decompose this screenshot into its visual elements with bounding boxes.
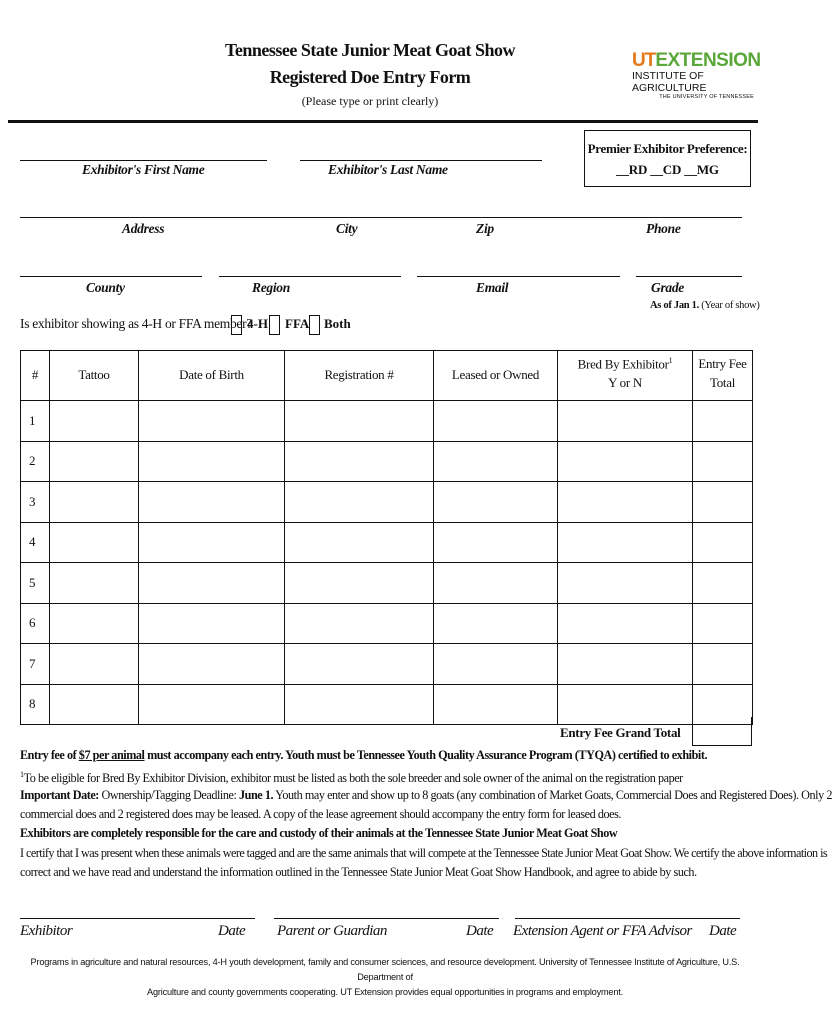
footnote-text: To be eligible for Bred By Exhibitor Division, exhibitor must be listed as both the sole breeder and sole owner of the animal on the registration paper	[23, 771, 683, 786]
fee-cell[interactable]	[693, 401, 753, 442]
table-row	[21, 441, 753, 482]
table-header-row	[21, 351, 753, 401]
checkbox-both-label: Both	[324, 316, 351, 331]
exhibitor-date-label: Date	[218, 923, 246, 939]
tattoo-cell[interactable]	[50, 482, 139, 523]
grade-note-bold: As of Jan 1.	[650, 300, 699, 311]
zip-label: Zip	[476, 221, 494, 236]
print-instruction: (Please type or print clearly)	[301, 94, 439, 108]
table-row	[21, 563, 753, 604]
row-number: 5	[21, 563, 50, 604]
checkbox-ffa-label: FFA	[285, 316, 310, 331]
responsibility-note: Exhibitors are completely responsible for the care and custody of their animals at the Tennessee State Junior Meat Goat Show	[20, 826, 618, 840]
entries-table	[20, 350, 753, 725]
grade-line[interactable]	[636, 276, 742, 277]
footer-disclaimer	[20, 955, 750, 1000]
table-row	[21, 684, 753, 725]
grand-total-box[interactable]	[692, 717, 752, 746]
tattoo-cell[interactable]	[50, 401, 139, 442]
fee-cell[interactable]	[693, 482, 753, 523]
region-line[interactable]	[219, 276, 401, 277]
logo-institute-text: INSTITUTE OF AGRICULTURE	[632, 70, 707, 94]
header-fee-line2: Total	[709, 374, 736, 390]
parent-signature-label: Parent or Guardian	[277, 923, 387, 939]
header-divider	[8, 120, 758, 123]
bred-cell[interactable]	[558, 684, 693, 725]
checkbox-4h-label: 4-H	[247, 316, 268, 331]
footnote	[20, 765, 683, 788]
first-name-line[interactable]	[20, 160, 267, 161]
header-bred-label: Bred By Exhibitor	[577, 356, 669, 372]
registration-cell[interactable]	[285, 563, 434, 604]
fee-cell[interactable]	[693, 563, 753, 604]
tattoo-cell[interactable]	[50, 441, 139, 482]
county-line[interactable]	[20, 276, 202, 277]
registration-cell[interactable]	[285, 401, 434, 442]
form-title: Tennessee State Junior Meat Goat Show	[224, 40, 515, 60]
phone-label: Phone	[646, 221, 681, 236]
leased-cell[interactable]	[434, 603, 558, 644]
header-registration: Registration #	[285, 351, 434, 401]
header-dob: Date of Birth	[139, 351, 285, 401]
premier-preference-box	[584, 130, 751, 187]
fee-cell[interactable]	[693, 644, 753, 685]
registration-cell[interactable]	[285, 482, 434, 523]
bred-cell[interactable]	[558, 441, 693, 482]
exhibitor-signature-label: Exhibitor	[20, 923, 73, 939]
agent-date-label: Date	[709, 923, 737, 939]
address-label: Address	[122, 221, 165, 236]
certify-line2: correct and we have read and understand the information outlined in the Tennessee State Junior Meat Goat Show Handbook, and agree to abide by such.	[20, 865, 697, 879]
bred-cell[interactable]	[558, 522, 693, 563]
premier-preference-options[interactable]: __RD __CD __MG	[616, 162, 719, 177]
checkbox-ffa[interactable]	[269, 315, 280, 335]
parent-date-label: Date	[466, 923, 494, 939]
header-fee	[693, 351, 753, 401]
header-bred	[558, 351, 693, 401]
email-label: Email	[476, 280, 509, 295]
important-post: Youth may enter and show up to 8 goats (any combination of Market Goats, Commercial Does and Registered Does). Only 2	[273, 788, 832, 802]
table-row	[21, 603, 753, 644]
first-name-label: Exhibitor's First Name	[82, 162, 205, 177]
tattoo-cell[interactable]	[50, 684, 139, 725]
dob-cell[interactable]	[139, 644, 285, 685]
certify-line1: I certify that I was present when these animals were tagged and are the same animals that will compete at the Tennessee State Junior Meat Goat Show. We certify the above information is	[20, 846, 828, 860]
fee-amount: $7 per animal	[78, 748, 145, 762]
agent-signature-line[interactable]	[515, 918, 740, 919]
registration-cell[interactable]	[285, 522, 434, 563]
row-number: 2	[21, 441, 50, 482]
fee-cell[interactable]	[693, 441, 753, 482]
fee-note-post: must accompany each entry. Youth must be Tennessee Youth Quality Assurance Program (TYQA) certified to exhibit.	[144, 748, 708, 762]
logo-university-text: THE UNIVERSITY OF TENNESSEE	[659, 94, 754, 100]
fee-cell[interactable]	[693, 522, 753, 563]
grade-label: Grade	[651, 280, 684, 295]
dob-cell[interactable]	[139, 522, 285, 563]
leased-cell[interactable]	[434, 563, 558, 604]
table-row	[21, 401, 753, 442]
important-date: June 1.	[239, 788, 274, 802]
premier-preference-title: Premier Exhibitor Preference:	[587, 141, 748, 156]
leased-cell[interactable]	[434, 441, 558, 482]
bred-cell[interactable]	[558, 603, 693, 644]
tattoo-cell[interactable]	[50, 563, 139, 604]
footnote-sup: 1	[20, 770, 24, 779]
important-label: Important Date:	[20, 788, 99, 802]
bred-cell[interactable]	[558, 401, 693, 442]
grand-total-label: Entry Fee Grand Total	[560, 725, 681, 740]
ut-extension-logo	[632, 50, 761, 100]
footer-line2: Agriculture and county governments cooperating. UT Extension provides equal opportunities in programs and employment.	[147, 987, 623, 997]
last-name-line[interactable]	[300, 160, 542, 161]
form-subtitle: Registered Doe Entry Form	[269, 67, 471, 87]
important-date-note	[20, 786, 832, 805]
registration-cell[interactable]	[285, 603, 434, 644]
row-number: 1	[21, 401, 50, 442]
checkbox-4h[interactable]	[231, 315, 242, 335]
parent-signature-line[interactable]	[274, 918, 499, 919]
fee-cell[interactable]	[693, 603, 753, 644]
grade-note-rest: (Year of show)	[698, 300, 760, 311]
footer-line1: Programs in agriculture and natural resources, 4-H youth development, family and consumer sciences, and resource development. University of Tennessee Institute of Agriculture, U.S. Department of	[30, 957, 740, 982]
region-label: Region	[252, 280, 290, 295]
leased-cell[interactable]	[434, 684, 558, 725]
agent-signature-label: Extension Agent or FFA Advisor	[513, 923, 692, 939]
header-leased: Leased or Owned	[434, 351, 558, 401]
bred-cell[interactable]	[558, 644, 693, 685]
fee-note-pre: Entry fee of	[20, 748, 79, 762]
leased-cell[interactable]	[434, 482, 558, 523]
header-bred-sup: 1	[668, 356, 673, 365]
registration-cell[interactable]	[285, 441, 434, 482]
row-number: 7	[21, 644, 50, 685]
row-number: 3	[21, 482, 50, 523]
important-line2: commercial does and 2 registered does may be leased. A copy of the lease agreement should accompany the entry form for leased does.	[20, 807, 621, 821]
bred-cell[interactable]	[558, 482, 693, 523]
exhibitor-signature-line[interactable]	[20, 918, 255, 919]
city-label: City	[336, 221, 358, 236]
registration-cell[interactable]	[285, 644, 434, 685]
header-tattoo: Tattoo	[50, 351, 139, 401]
tattoo-cell[interactable]	[50, 603, 139, 644]
leased-cell[interactable]	[434, 401, 558, 442]
important-pre: Ownership/Tagging Deadline:	[98, 788, 239, 802]
dob-cell[interactable]	[139, 401, 285, 442]
dob-cell[interactable]	[139, 441, 285, 482]
bred-cell[interactable]	[558, 563, 693, 604]
header-bred-sub: Y or N	[608, 375, 642, 391]
tattoo-cell[interactable]	[50, 522, 139, 563]
dob-cell[interactable]	[139, 603, 285, 644]
table-row	[21, 644, 753, 685]
row-number: 6	[21, 603, 50, 644]
row-number: 4	[21, 522, 50, 563]
logo-ut-text: UT	[632, 50, 656, 71]
table-row	[21, 522, 753, 563]
dob-cell[interactable]	[139, 482, 285, 523]
membership-question: Is exhibitor showing as 4-H or FFA member?	[20, 316, 252, 331]
tattoo-cell[interactable]	[50, 644, 139, 685]
header-fee-line1: Entry Fee	[698, 356, 747, 371]
county-label: County	[86, 280, 125, 295]
grade-note	[650, 300, 760, 311]
table-row	[21, 482, 753, 523]
dob-cell[interactable]	[139, 684, 285, 725]
last-name-label: Exhibitor's Last Name	[328, 162, 448, 177]
dob-cell[interactable]	[139, 563, 285, 604]
header-num: #	[21, 351, 50, 401]
fee-note	[20, 746, 707, 765]
leased-cell[interactable]	[434, 522, 558, 563]
registration-cell[interactable]	[285, 684, 434, 725]
leased-cell[interactable]	[434, 644, 558, 685]
checkbox-both[interactable]	[309, 315, 320, 335]
address-line[interactable]	[20, 217, 742, 218]
logo-extension-text: EXTENSION	[655, 50, 761, 71]
email-line[interactable]	[417, 276, 620, 277]
row-number: 8	[21, 684, 50, 725]
